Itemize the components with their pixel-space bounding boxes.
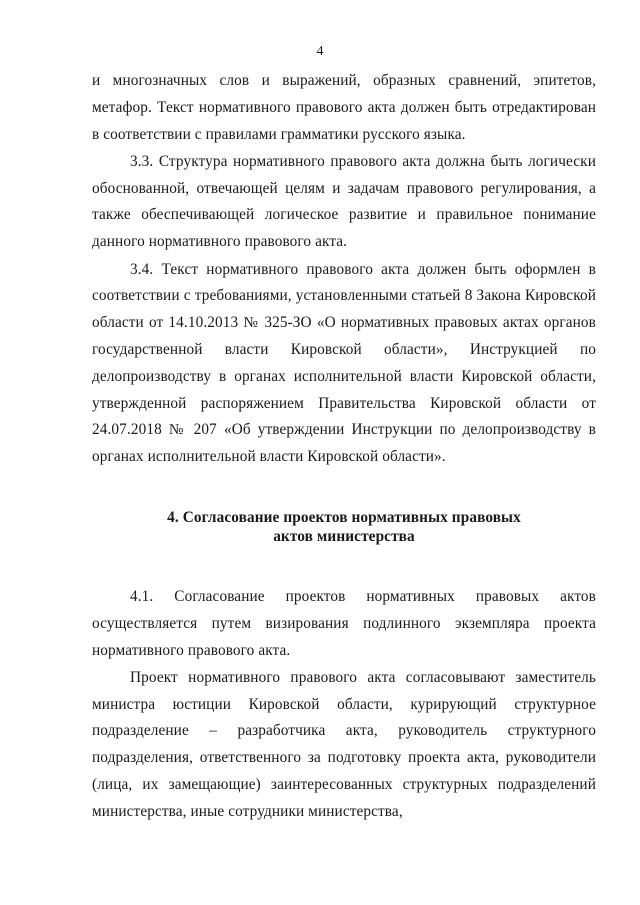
paragraph-3-4: 3.4. Текст нормативного правового акта должен быть оформлен в соответствии с требованиями, установленными статьей 8 Закона Кировской области от 14.10.2013 № 325-ЗО «О нормативных правовых актах органов государственной власти Кировской области», Инструкцией по делопроизводству в органах исполнительной власти Кировской области, утвержденной распоряжением Правительства Кировской области от 24.07.2018 № 207 «Об утверждении Инструкции по делопроизводству в органах исполнительной власти Кировской области».: [92, 260, 596, 466]
section-heading: [92, 508, 596, 546]
section-heading-line-2: актов министерства: [273, 527, 415, 545]
section-heading-line-1: 4. Согласование проектов нормативных правовых: [167, 508, 521, 526]
document-body: [92, 68, 596, 826]
page-number: 4: [316, 44, 324, 59]
paragraph-4-1: 4.1. Согласование проектов нормативных правовых актов осуществляется путем визирования подлинного экземпляра проекта нормативного правового акта.: [92, 587, 596, 659]
paragraph-approvers: Проект нормативного правового акта согласовывают заместитель министра юстиции Кировской области, курирующий структурное подразделение – разработчика акта, руководитель структурного подразделения, ответственного за подготовку проекта акта, руководители (лица, их замещающие) заинтересованных структурных подразделений министерства, иные сотрудники министерства,: [92, 668, 596, 820]
paragraph-continuation: и многозначных слов и выражений, образных сравнений, эпитетов, метафор. Текст нормативного правового акта должен быть отредактирован в соответствии с правилами грамматики русского языка.: [92, 72, 596, 143]
paragraph-3-3: 3.3. Структура нормативного правового акта должна быть логически обоснованной, отвечающей целям и задачам правового регулирования, а также обеспечивающей логическое развитие и правильное понимание данного нормативного правового акта.: [92, 152, 596, 251]
